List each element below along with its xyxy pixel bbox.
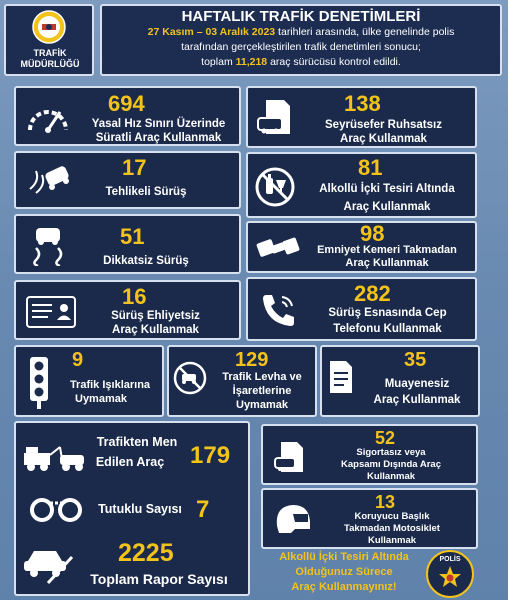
careless-value: 51	[120, 224, 145, 249]
inspection-document-icon	[328, 359, 354, 395]
uninsured-label-2: Kapsamı Dışında Araç	[341, 459, 441, 470]
stat-card-lights	[14, 345, 164, 417]
helmet-label-3: Kullanmak	[367, 535, 417, 546]
inspection-value: 35	[404, 349, 427, 371]
phone-icon	[260, 291, 298, 329]
phone-value: 282	[354, 281, 391, 306]
slippery-road-icon	[28, 224, 72, 266]
uninsured-value: 52	[375, 428, 396, 448]
speedometer-icon	[24, 98, 72, 136]
signs-label-2: İşaretlerine	[232, 385, 292, 397]
helmet-label-2: Takmadan Motosiklet	[344, 523, 440, 534]
no-permit-label-1: Seyrüsefer Ruhsatsız	[325, 119, 442, 131]
badge-text: TRAFİK MÜDÜRLÜĞÜ	[20, 48, 80, 69]
seatbelt-label-1: Emniyet Kemeri Takmadan	[317, 244, 457, 256]
signs-label-1: Trafik Levha ve	[222, 371, 302, 383]
inspection-label-2: Araç Kullanmak	[373, 394, 461, 406]
alcohol-label-2: Araç Kullanmak	[343, 201, 431, 213]
seatbelt-value: 98	[360, 221, 385, 246]
no-entry-sign-icon	[173, 361, 207, 395]
car-report-icon	[22, 541, 74, 585]
tow-truck-icon	[22, 443, 86, 473]
signs-label-3: Uymamak	[236, 399, 288, 411]
traffic-police-logo-icon	[31, 9, 67, 45]
stat-card-helmet	[261, 488, 478, 549]
speeding-label-2: Süratli Araç Kullanmak	[95, 132, 222, 144]
warning-line-2: Olduğunuz Sürece	[295, 566, 393, 578]
police-badge-text: POLİS	[439, 556, 461, 563]
phone-label-1: Sürüş Esnasında Cep	[328, 307, 447, 319]
helmet-icon	[273, 502, 313, 536]
lights-label-1: Trafik Işıklarına	[69, 379, 151, 391]
seatbelt-icon	[256, 231, 300, 265]
reports-label-1: Toplam Rapor Sayısı	[90, 571, 228, 587]
date-separator: –	[196, 26, 203, 38]
license-card-icon	[26, 296, 76, 328]
header-badge-panel	[4, 4, 94, 76]
seatbelt-label-2: Araç Kullanmak	[345, 257, 429, 269]
no-permit-label-2: Araç Kullanmak	[340, 133, 427, 145]
date-end: 03 Aralık 2023	[205, 26, 276, 38]
header-line-1	[102, 26, 500, 39]
lights-value: 9	[72, 349, 84, 371]
handcuffs-icon	[28, 493, 84, 523]
helmet-label-1: Koruyucu Başlık	[354, 511, 430, 522]
header-line-1-rest: tarihleri arasında, ülke genelinde polis	[275, 26, 455, 38]
inspection-label-1: Muayenesiz	[384, 378, 450, 390]
stat-card-no-permit	[246, 86, 477, 148]
dangerous-label-1: Tehlikeli Sürüş	[105, 186, 187, 198]
dangerous-value: 17	[122, 155, 147, 180]
towed-label-1: Trafikten Men	[96, 435, 178, 449]
stat-card-signs	[167, 345, 317, 417]
warning-line-3: Araç Kullanmayınız!	[291, 581, 397, 593]
header-line-3-pre: toplam	[201, 56, 236, 68]
police-badge	[426, 550, 474, 598]
no-license-value: 16	[122, 284, 147, 309]
stat-card-careless	[14, 214, 241, 274]
towed-value: 179	[190, 442, 231, 469]
skidding-car-icon	[26, 159, 74, 201]
stat-card-speeding	[14, 86, 241, 146]
stat-card-dangerous	[14, 151, 241, 209]
uninsured-label-1: Sigortasız veya	[356, 447, 426, 458]
signs-value: 129	[235, 349, 269, 371]
reports-value: 2225	[118, 539, 174, 567]
no-license-label-1: Sürüş Ehliyetsiz	[111, 310, 200, 322]
alcohol-value: 81	[358, 155, 383, 180]
helmet-value: 13	[375, 492, 396, 512]
stat-card-phone	[246, 277, 477, 341]
vehicle-document-icon	[256, 98, 296, 138]
no-license-label-2: Araç Kullanmak	[112, 324, 199, 336]
warning-line-1: Alkollü İçki Tesiri Altında	[279, 551, 409, 563]
date-start: 27 Kasım	[147, 26, 194, 38]
summary-panel	[14, 421, 250, 596]
speeding-value: 694	[108, 91, 145, 116]
speeding-label-1: Yasal Hız Sınırı Üzerinde	[91, 118, 226, 130]
phone-label-2: Telefonu Kullanmak	[333, 323, 442, 335]
no-alcohol-icon	[254, 166, 296, 208]
stat-card-inspection	[320, 345, 480, 417]
arrested-label-1: Tutuklu Sayısı	[98, 502, 182, 516]
stat-card-seatbelt	[246, 221, 477, 273]
stat-card-no-license	[14, 280, 241, 340]
lights-label-2: Uymamak	[75, 393, 127, 405]
uninsured-label-3: Kullanmak	[366, 471, 416, 482]
alcohol-label-1: Alkollü İçki Tesiri Altında	[319, 183, 455, 195]
header-info-panel	[100, 4, 502, 76]
page-title: HAFTALIK TRAFİK DENETİMLERİ	[181, 8, 421, 25]
header-line-3-post: araç sürücüsü kontrol edildi.	[267, 56, 401, 68]
no-permit-value: 138	[344, 91, 381, 116]
traffic-light-icon	[28, 355, 50, 409]
stat-card-uninsured	[261, 424, 478, 485]
stat-card-alcohol	[246, 152, 477, 218]
header-line-3	[102, 56, 500, 69]
insurance-document-icon	[273, 440, 307, 474]
towed-label-2: Edilen Araç	[95, 455, 165, 469]
arrested-value: 7	[196, 496, 210, 523]
header-line-2: tarafından gerçekleştirilen trafik denetimleri sonucu;	[181, 41, 421, 53]
police-star-icon	[438, 565, 462, 589]
careless-label-1: Dikkatsiz Sürüş	[103, 255, 189, 267]
total-vehicles: 11,218	[235, 56, 268, 68]
